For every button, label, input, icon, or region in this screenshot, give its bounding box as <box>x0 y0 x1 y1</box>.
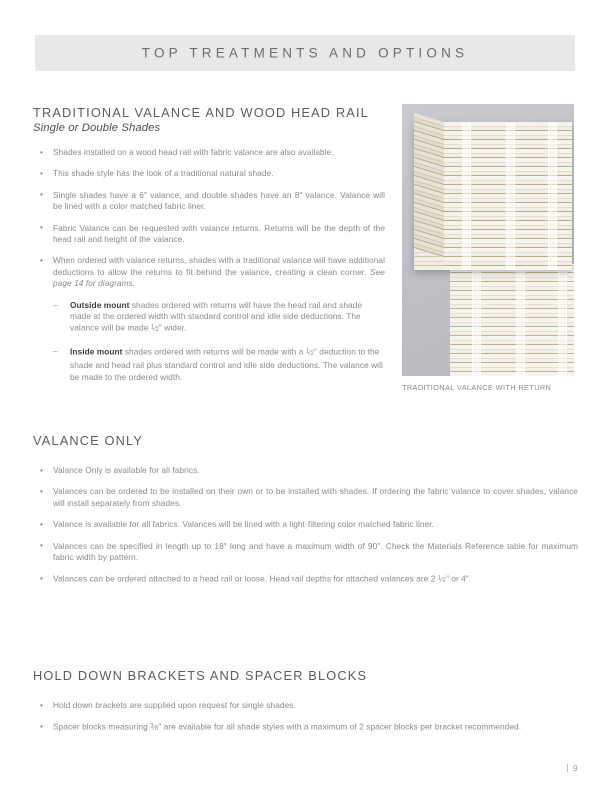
list-item: • Valance Only is available for all fabrics. <box>33 465 578 476</box>
footer-rule <box>567 764 568 772</box>
section1-bullet-list <box>33 147 385 383</box>
section-hold-down-brackets <box>33 668 578 745</box>
shade-tape <box>472 264 481 376</box>
page-footer <box>567 764 578 773</box>
fraction-three-eighths: $^3$⁄8 <box>150 722 159 732</box>
sub-list-item-outside-mount <box>53 300 385 337</box>
list-item-text-tail: ″ are available for all shade styles with a maximum of 2 spacer blocks per bracket recommended. <box>158 721 522 732</box>
page-title: TOP TREATMENTS AND OPTIONS <box>141 45 469 61</box>
fraction-one-half: $^1$⁄2 <box>305 347 314 357</box>
section2-bullet-list <box>33 465 578 587</box>
list-item <box>33 721 578 735</box>
sub-list-item-text: shades ordered with returns will have the head rail and shade made at the ordered width with standard control and idle side deductions. The valance will be made <box>70 299 363 333</box>
shade-tape <box>506 122 515 270</box>
list-item-text: When ordered with valance returns, shades with a traditional valance will have additional deductions to allow the returns to fit behind the valance, creating a clean corner. <box>53 255 385 277</box>
sub-list-item-lead: Outside mount <box>70 299 130 310</box>
cross-reference-text: See page 14 for diagrams. <box>53 266 385 289</box>
section1-sub-bullet-list <box>53 300 385 383</box>
section-traditional-valance <box>33 105 385 393</box>
shade-tape <box>558 264 567 376</box>
sub-list-item-inside-mount <box>53 346 385 383</box>
list-item-text: Valances can be ordered attached to a head rail or loose. Head rail depths for attached valances are 2 <box>53 573 438 584</box>
product-figure <box>402 104 574 392</box>
valance-face <box>444 122 572 270</box>
sub-list-item-text-tail: ″ deduction to the shade and head rail plus standard control and idle side deductions. The valance will be made to the ordered width. <box>70 346 383 382</box>
fraction-one-half: $^1$⁄2 <box>437 574 446 584</box>
figure-caption: TRADITIONAL VALANCE WITH RETURN <box>402 383 552 392</box>
page-number: 9 <box>573 764 578 773</box>
valance-panel <box>414 122 572 270</box>
shade-tape <box>516 264 525 376</box>
product-photo <box>402 104 574 376</box>
list-item: • Single shades have a 6″ valance, and double shades have an 8″ valance. Valance will be lined with a color matched fabric liner. <box>33 190 385 213</box>
sub-list-item-text: shades ordered with returns will be made with a <box>122 346 306 357</box>
list-item-text-tail: ″ or 4″. <box>445 573 472 584</box>
list-item: • Hold down brackets are supplied upon request for single shades. <box>33 700 578 711</box>
section-heading: TRADITIONAL VALANCE AND WOOD HEAD RAIL <box>33 105 369 120</box>
shade-tape <box>462 122 471 270</box>
list-item: • Valance is available for all fabrics. Valances will be lined with a light-filtering color matched fabric liner. <box>33 519 578 530</box>
list-item <box>33 573 578 587</box>
fraction-one-half: $^1$⁄2 <box>150 323 159 333</box>
sub-list-item-lead: Inside mount <box>70 346 123 357</box>
valance-return-side <box>414 113 444 258</box>
list-item: • Valances can be specified in length up to 18″ long and have a maximum width of 90″. Check the Materials Reference table for maximum fabric width by pattern. <box>33 541 578 564</box>
section-valance-only <box>33 433 578 597</box>
list-item <box>33 255 385 383</box>
sub-list-item-text-tail: ″ wider. <box>158 322 187 333</box>
shade-tape <box>548 122 557 270</box>
list-item: • This shade style has the look of a traditional natural shade. <box>33 168 385 179</box>
list-item: • Valances can be ordered to be installed on their own or to be installed with shades. If ordering the fabric valance to cover shades, valance will install separately from shades. <box>33 486 578 509</box>
page-banner <box>35 35 575 71</box>
list-item: • Fabric Valance can be requested with valance returns. Returns will be the depth of the head rail and height of the valance. <box>33 223 385 246</box>
section-heading: VALANCE ONLY <box>33 433 144 448</box>
section-subheading: Single or Double Shades <box>33 122 161 134</box>
shade-lower-panel <box>450 264 574 376</box>
list-item-text: Spacer blocks measuring <box>53 721 151 732</box>
section-heading: HOLD DOWN BRACKETS AND SPACER BLOCKS <box>33 668 368 683</box>
list-item: • Shades installed on a wood head rail with fabric valance are also available. <box>33 147 385 158</box>
section3-bullet-list <box>33 700 578 735</box>
